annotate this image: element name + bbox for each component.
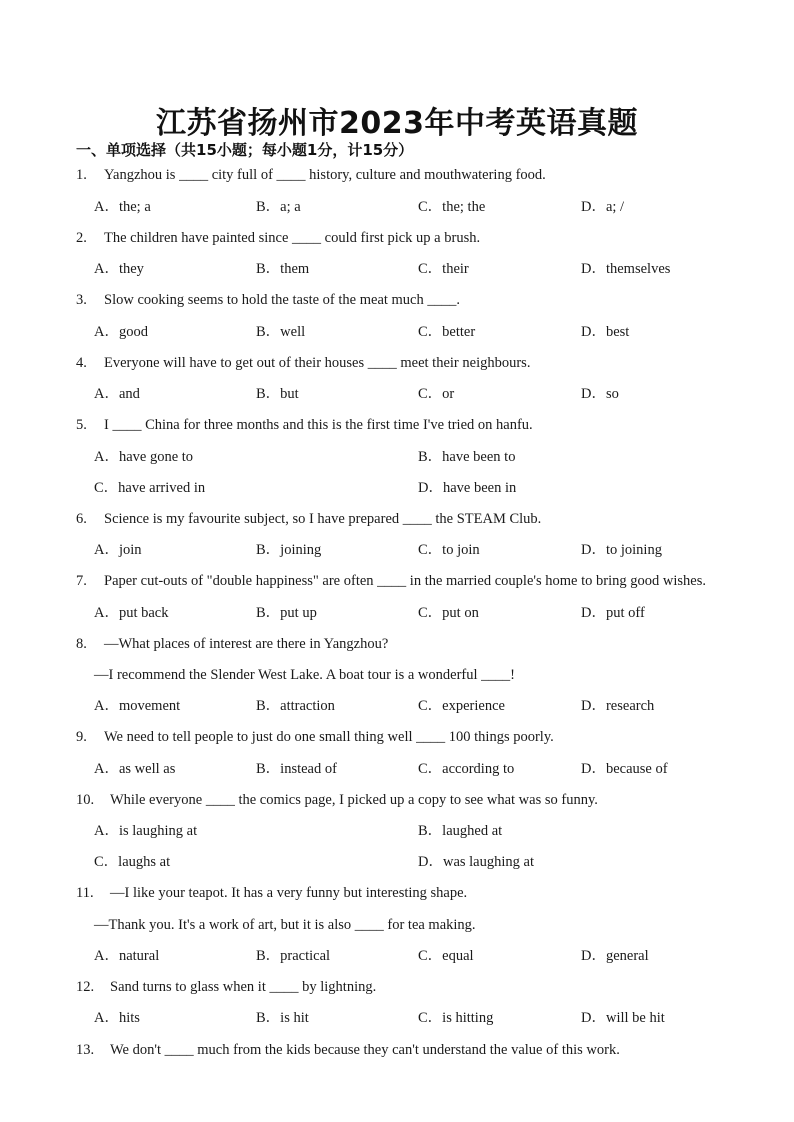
option-c: C．laughs at [94, 854, 171, 870]
question-number: 9. [76, 729, 87, 745]
option-d: D．general [581, 948, 649, 964]
option-a: A．have gone to [94, 449, 194, 465]
option-d: D．have been in [418, 480, 517, 496]
option-b: B．attraction [256, 698, 335, 714]
option-d: D．because of [581, 761, 668, 777]
option-c: C．experience [418, 698, 505, 714]
option-b: B．them [256, 261, 310, 277]
question-text: We don't ____ much from the kids because they can't understand the value of this work. [110, 1042, 620, 1058]
question-number: 8. [76, 636, 87, 652]
option-c: C．or [418, 386, 455, 402]
question-text: I ____ China for three months and this is the first time I've tried on hanfu. [104, 417, 533, 433]
option-a: A．they [94, 261, 144, 277]
section-heading: 一、单项选择（共15小题；每小题1分，计15分） [76, 141, 414, 159]
question-text: —I like your teapot. It has a very funny but interesting shape. [110, 885, 468, 901]
question-number: 3. [76, 292, 87, 308]
option-a: A．movement [94, 698, 181, 714]
option-a: A．put back [94, 605, 169, 621]
question-text: Sand turns to glass when it ____ by lightning. [110, 979, 377, 995]
question-text-continued: —Thank you. It's a work of art, but it is also ____ for tea making. [94, 917, 476, 933]
option-c: C．equal [418, 948, 474, 964]
question-number: 13. [76, 1042, 95, 1058]
option-a: A．is laughing at [94, 823, 198, 839]
option-d: D．to joining [581, 542, 662, 558]
question-number: 2. [76, 230, 87, 246]
option-b: B．a; a [256, 199, 301, 215]
option-c: C．put on [418, 605, 479, 621]
option-a: A．as well as [94, 761, 176, 777]
option-b: B．put up [256, 605, 317, 621]
option-a: A．hits [94, 1010, 140, 1026]
question-text: Science is my favourite subject, so I have prepared ____ the STEAM Club. [104, 511, 542, 527]
option-a: A．and [94, 386, 140, 402]
option-c: C．to join [418, 542, 480, 558]
question-text: We need to tell people to just do one small thing well ____ 100 things poorly. [104, 729, 554, 745]
option-c: C．have arrived in [94, 480, 206, 496]
question-number: 5. [76, 417, 87, 433]
question-number: 7. [76, 573, 87, 589]
option-d: D．best [581, 324, 630, 340]
option-c: C．is hitting [418, 1010, 494, 1026]
option-b: B．joining [256, 542, 322, 558]
option-c: C．the; the [418, 199, 486, 215]
option-b: B．laughed at [418, 823, 503, 839]
option-c: C．their [418, 261, 469, 277]
question-text: Paper cut-outs of "double happiness" are often ____ in the married couple's home to bring good wishes. [104, 573, 706, 589]
option-b: B．but [256, 386, 299, 402]
option-d: D．put off [581, 605, 645, 621]
question-text: —What places of interest are there in Yangzhou? [104, 636, 389, 652]
option-d: D．so [581, 386, 619, 402]
option-c: C．better [418, 324, 476, 340]
option-b: B．is hit [256, 1010, 309, 1026]
question-number: 6. [76, 511, 87, 527]
question-number: 11. [76, 885, 94, 901]
question-text: While everyone ____ the comics page, I picked up a copy to see what was so funny. [110, 792, 598, 808]
option-a: A．good [94, 324, 148, 340]
option-c: C．according to [418, 761, 515, 777]
option-d: D．will be hit [581, 1010, 665, 1026]
question-text: The children have painted since ____ could first pick up a brush. [104, 230, 481, 246]
option-a: A．natural [94, 948, 160, 964]
option-d: D．research [581, 698, 655, 714]
option-a: A．join [94, 542, 142, 558]
question-text: Everyone will have to get out of their houses ____ meet their neighbours. [104, 355, 531, 371]
question-text: Yangzhou is ____ city full of ____ history, culture and mouthwatering food. [104, 167, 546, 183]
question-number: 1. [76, 167, 87, 183]
option-d: D．themselves [581, 261, 671, 277]
option-d: D．was laughing at [418, 854, 534, 870]
question-number: 4. [76, 355, 87, 371]
question-text: Slow cooking seems to hold the taste of the meat much ____. [104, 292, 460, 308]
option-d: D．a; / [581, 199, 625, 215]
question-number: 12. [76, 979, 95, 995]
option-b: B．have been to [418, 449, 516, 465]
option-a: A．the; a [94, 199, 151, 215]
option-b: B．well [256, 324, 306, 340]
page-title: 江苏省扬州市2023年中考英语真题 [156, 106, 638, 141]
question-text-continued: —I recommend the Slender West Lake. A boat tour is a wonderful ____! [94, 667, 515, 683]
option-b: B．instead of [256, 761, 337, 777]
option-b: B．practical [256, 948, 331, 964]
question-number: 10. [76, 792, 95, 808]
